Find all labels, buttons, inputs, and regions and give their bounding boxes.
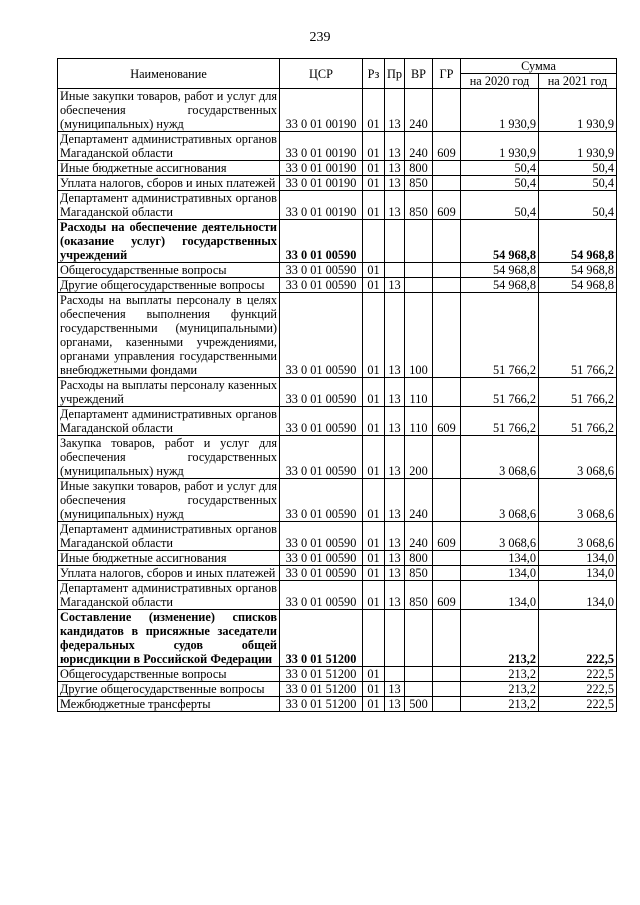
cell-sum-2021: 3 068,6 [539,522,617,551]
header-year-2020: на 2020 год [461,74,539,89]
cell-pr [385,610,405,667]
cell-pr: 13 [385,407,405,436]
cell-pr: 13 [385,682,405,697]
cell-rz: 01 [363,293,385,378]
cell-pr [385,220,405,263]
cell-csr: 33 0 01 00590 [280,566,363,581]
cell-csr: 33 0 01 00190 [280,89,363,132]
cell-sum-2020: 3 068,6 [461,436,539,479]
table-row [58,263,617,278]
cell-sum-2021: 54 968,8 [539,278,617,293]
cell-rz: 01 [363,682,385,697]
cell-gr [433,161,461,176]
table-row [58,378,617,407]
page-number: 239 [309,30,331,45]
cell-sum-2020: 54 968,8 [461,278,539,293]
cell-name: Иные закупки товаров, работ и услуг для обеспечения государственных (муниципальных) нужд [58,89,280,132]
cell-gr [433,220,461,263]
cell-gr [433,566,461,581]
cell-rz: 01 [363,176,385,191]
table-row [58,581,617,610]
cell-name: Межбюджетные трансферты [58,697,280,712]
header-pr: Пр [385,59,405,89]
table-body [58,89,617,712]
cell-rz: 01 [363,551,385,566]
table-row [58,697,617,712]
cell-vr [405,667,433,682]
cell-csr: 33 0 01 00590 [280,293,363,378]
cell-csr: 33 0 01 00590 [280,479,363,522]
cell-pr: 13 [385,89,405,132]
table-row [58,436,617,479]
cell-pr: 13 [385,176,405,191]
table-row [58,522,617,551]
cell-rz [363,220,385,263]
cell-csr: 33 0 01 51200 [280,682,363,697]
cell-name: Общегосударственные вопросы [58,263,280,278]
cell-pr: 13 [385,522,405,551]
cell-gr: 609 [433,522,461,551]
cell-sum-2020: 134,0 [461,551,539,566]
cell-pr: 13 [385,293,405,378]
cell-pr: 13 [385,479,405,522]
cell-vr [405,278,433,293]
table-row [58,407,617,436]
header-csr: ЦСР [280,59,363,89]
cell-csr: 33 0 01 00590 [280,522,363,551]
table-row [58,278,617,293]
cell-sum-2020: 213,2 [461,682,539,697]
cell-sum-2020: 51 766,2 [461,407,539,436]
cell-vr: 850 [405,581,433,610]
cell-pr: 13 [385,191,405,220]
cell-csr: 33 0 01 00590 [280,220,363,263]
table-header-row [58,59,617,74]
table-row [58,191,617,220]
cell-rz: 01 [363,89,385,132]
cell-sum-2020: 3 068,6 [461,479,539,522]
cell-vr: 850 [405,566,433,581]
cell-sum-2021: 134,0 [539,566,617,581]
table-row [58,667,617,682]
cell-gr [433,667,461,682]
cell-name: Закупка товаров, работ и услуг для обеспечения государственных (муниципальных) нужд [58,436,280,479]
table-row [58,220,617,263]
cell-rz: 01 [363,191,385,220]
cell-pr [385,263,405,278]
cell-sum-2021: 3 068,6 [539,479,617,522]
cell-rz: 01 [363,436,385,479]
header-year-2021: на 2021 год [539,74,617,89]
cell-name: Расходы на выплаты персоналу казенных учреждений [58,378,280,407]
cell-vr: 800 [405,551,433,566]
cell-sum-2021: 51 766,2 [539,293,617,378]
header-gr: ГР [433,59,461,89]
cell-rz: 01 [363,161,385,176]
header-sum: Сумма [461,59,617,74]
table-row [58,551,617,566]
cell-name: Иные бюджетные ассигнования [58,551,280,566]
cell-name: Департамент административных органов Магаданской области [58,191,280,220]
header-vr: ВР [405,59,433,89]
cell-name: Уплата налогов, сборов и иных платежей [58,566,280,581]
cell-sum-2020: 134,0 [461,566,539,581]
cell-sum-2020: 134,0 [461,581,539,610]
cell-vr: 800 [405,161,433,176]
cell-pr: 13 [385,378,405,407]
cell-pr: 13 [385,161,405,176]
table-row [58,89,617,132]
cell-vr: 240 [405,132,433,161]
cell-vr [405,220,433,263]
cell-name: Расходы на обеспечение деятельности (оказание услуг) государственных учреждений [58,220,280,263]
cell-rz: 01 [363,667,385,682]
cell-sum-2020: 51 766,2 [461,378,539,407]
cell-vr: 850 [405,191,433,220]
cell-vr [405,610,433,667]
cell-sum-2021: 134,0 [539,551,617,566]
cell-rz: 01 [363,132,385,161]
cell-rz: 01 [363,278,385,293]
cell-name: Уплата налогов, сборов и иных платежей [58,176,280,191]
cell-sum-2021: 3 068,6 [539,436,617,479]
cell-vr [405,682,433,697]
cell-sum-2021: 1 930,9 [539,132,617,161]
cell-sum-2021: 222,5 [539,667,617,682]
cell-csr: 33 0 01 00590 [280,407,363,436]
cell-sum-2021: 50,4 [539,176,617,191]
cell-gr [433,378,461,407]
cell-gr: 609 [433,407,461,436]
cell-gr [433,293,461,378]
cell-pr: 13 [385,278,405,293]
cell-sum-2021: 222,5 [539,682,617,697]
cell-sum-2020: 213,2 [461,610,539,667]
cell-gr: 609 [433,191,461,220]
cell-sum-2021: 222,5 [539,610,617,667]
cell-sum-2021: 1 930,9 [539,89,617,132]
cell-pr [385,667,405,682]
cell-name: Другие общегосударственные вопросы [58,682,280,697]
cell-csr: 33 0 01 51200 [280,610,363,667]
cell-rz [363,610,385,667]
cell-name: Иные закупки товаров, работ и услуг для обеспечения государственных (муниципальных) нужд [58,479,280,522]
cell-rz: 01 [363,566,385,581]
cell-csr: 33 0 01 00190 [280,191,363,220]
cell-name: Департамент административных органов Магаданской области [58,522,280,551]
cell-rz: 01 [363,697,385,712]
cell-vr: 850 [405,176,433,191]
cell-sum-2021: 50,4 [539,191,617,220]
cell-gr [433,278,461,293]
cell-vr: 240 [405,89,433,132]
cell-sum-2020: 50,4 [461,191,539,220]
table-row [58,566,617,581]
cell-vr: 110 [405,407,433,436]
cell-gr [433,551,461,566]
table-row [58,132,617,161]
table-row [58,682,617,697]
cell-name: Другие общегосударственные вопросы [58,278,280,293]
cell-csr: 33 0 01 00590 [280,263,363,278]
cell-csr: 33 0 01 51200 [280,667,363,682]
cell-pr: 13 [385,566,405,581]
cell-sum-2021: 222,5 [539,697,617,712]
cell-pr: 13 [385,697,405,712]
cell-gr [433,697,461,712]
cell-pr: 13 [385,436,405,479]
cell-name: Департамент административных органов Магаданской области [58,407,280,436]
cell-sum-2020: 50,4 [461,161,539,176]
header-rz: Рз [363,59,385,89]
cell-csr: 33 0 01 51200 [280,697,363,712]
cell-csr: 33 0 01 00590 [280,436,363,479]
cell-csr: 33 0 01 00590 [280,278,363,293]
cell-sum-2020: 51 766,2 [461,293,539,378]
cell-name: Иные бюджетные ассигнования [58,161,280,176]
cell-gr [433,89,461,132]
cell-rz: 01 [363,479,385,522]
cell-vr: 500 [405,697,433,712]
cell-name: Составление (изменение) списков кандидатов в присяжные заседатели федеральных судов общей юрисдикции в Российской Федерации [58,610,280,667]
cell-gr [433,610,461,667]
table-row [58,479,617,522]
cell-vr [405,263,433,278]
cell-rz: 01 [363,378,385,407]
cell-sum-2020: 50,4 [461,176,539,191]
cell-sum-2020: 1 930,9 [461,89,539,132]
cell-pr: 13 [385,551,405,566]
cell-sum-2020: 54 968,8 [461,263,539,278]
cell-sum-2020: 3 068,6 [461,522,539,551]
cell-vr: 200 [405,436,433,479]
cell-vr: 240 [405,479,433,522]
cell-vr: 240 [405,522,433,551]
table-row [58,610,617,667]
budget-table [57,58,617,712]
cell-rz: 01 [363,263,385,278]
cell-csr: 33 0 01 00590 [280,378,363,407]
cell-sum-2021: 50,4 [539,161,617,176]
cell-pr: 13 [385,132,405,161]
cell-sum-2021: 51 766,2 [539,407,617,436]
cell-gr [433,263,461,278]
cell-vr: 110 [405,378,433,407]
cell-sum-2021: 54 968,8 [539,263,617,278]
cell-csr: 33 0 01 00590 [280,581,363,610]
cell-vr: 100 [405,293,433,378]
cell-name: Расходы на выплаты персоналу в целях обеспечения выполнения функций государственными (муниципальными) органами, казенными учреждениями, органами управления государственными внебюджетными фондами [58,293,280,378]
cell-gr: 609 [433,132,461,161]
table-row [58,293,617,378]
table-row [58,176,617,191]
cell-csr: 33 0 01 00190 [280,161,363,176]
cell-gr [433,479,461,522]
cell-name: Департамент административных органов Магаданской области [58,581,280,610]
cell-sum-2021: 134,0 [539,581,617,610]
cell-name: Департамент административных органов Магаданской области [58,132,280,161]
cell-gr [433,436,461,479]
header-name: Наименование [58,59,280,89]
cell-gr: 609 [433,581,461,610]
table-row [58,161,617,176]
cell-csr: 33 0 01 00590 [280,551,363,566]
cell-sum-2020: 213,2 [461,697,539,712]
cell-pr: 13 [385,581,405,610]
cell-sum-2021: 51 766,2 [539,378,617,407]
cell-gr [433,682,461,697]
cell-rz: 01 [363,407,385,436]
cell-gr [433,176,461,191]
cell-csr: 33 0 01 00190 [280,176,363,191]
cell-sum-2020: 54 968,8 [461,220,539,263]
cell-name: Общегосударственные вопросы [58,667,280,682]
cell-rz: 01 [363,522,385,551]
cell-csr: 33 0 01 00190 [280,132,363,161]
cell-sum-2020: 213,2 [461,667,539,682]
cell-sum-2020: 1 930,9 [461,132,539,161]
cell-sum-2021: 54 968,8 [539,220,617,263]
cell-rz: 01 [363,581,385,610]
